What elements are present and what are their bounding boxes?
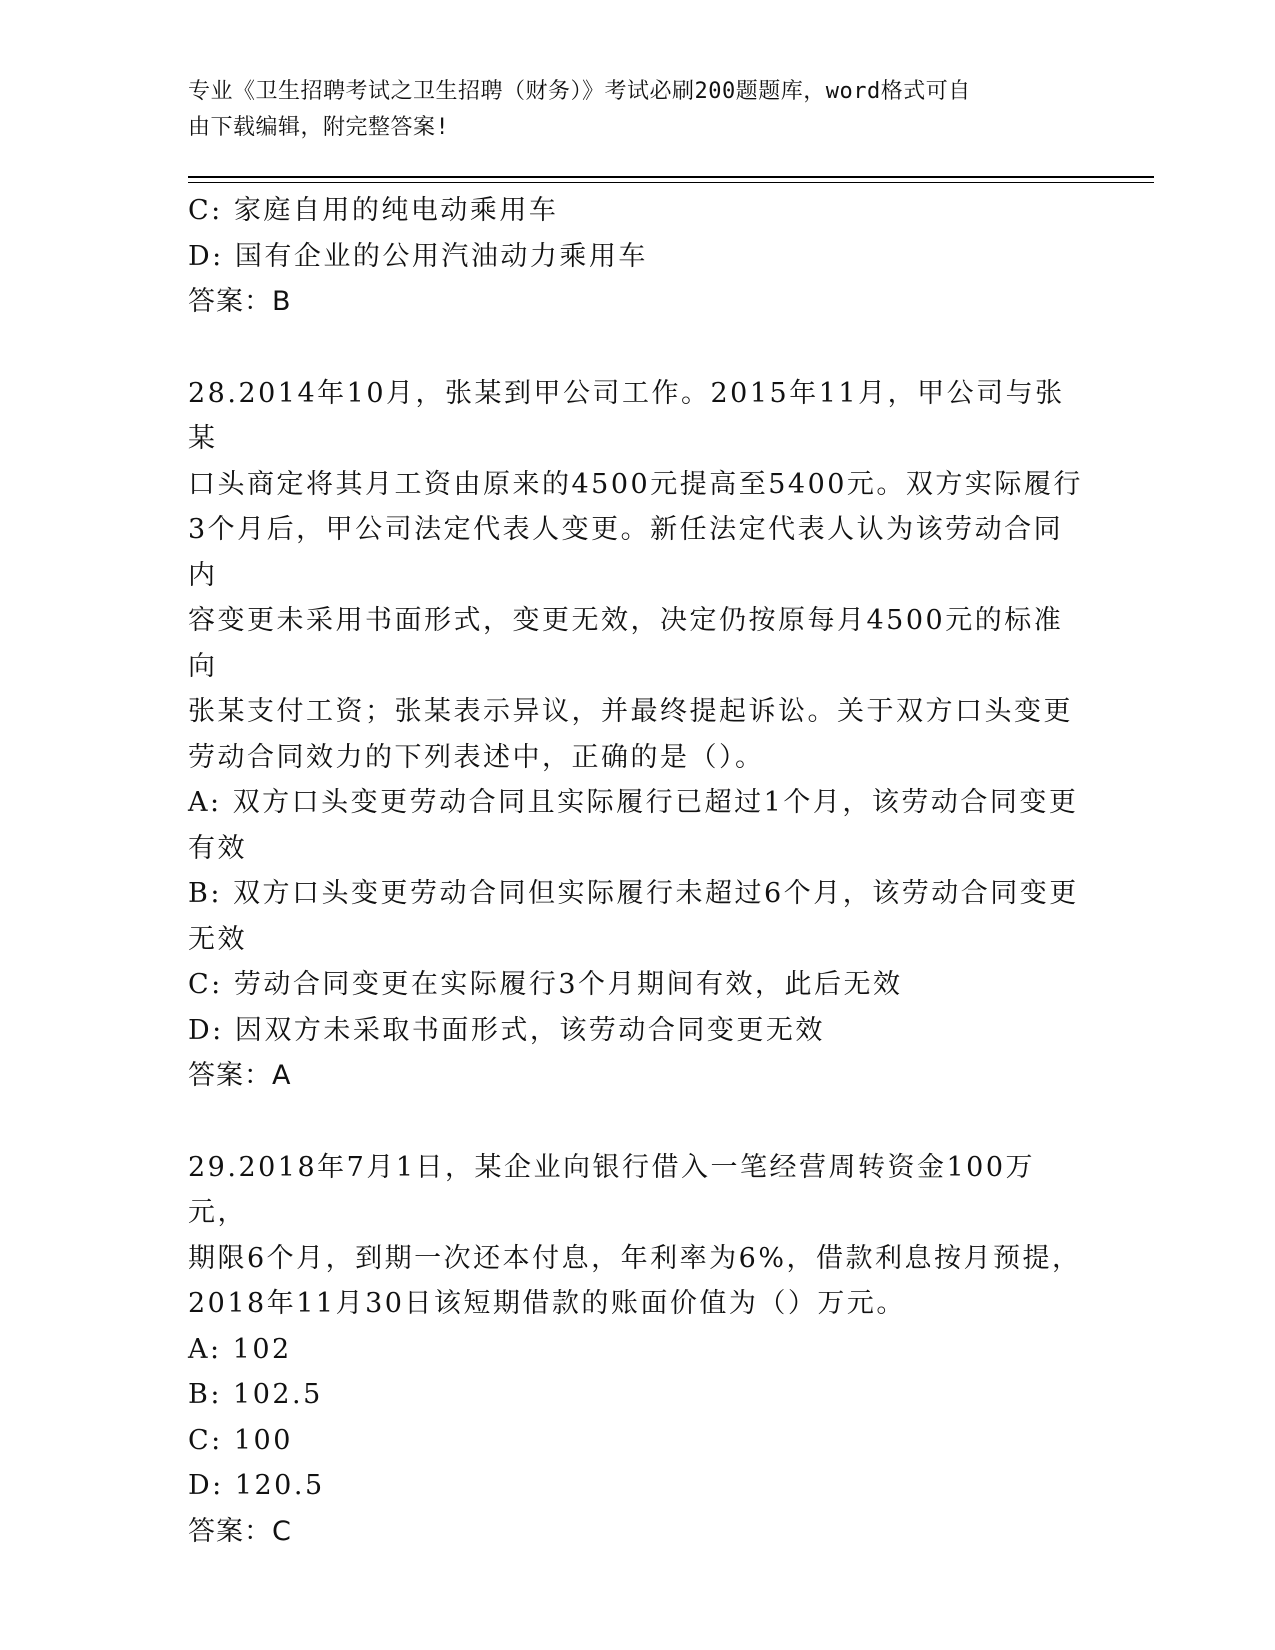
spacer (188, 325, 1088, 371)
question-stem-line: 期限6个月，到期一次还本付息，年利率为6%，借款利息按月预提， (188, 1242, 1082, 1274)
question-stem-line: 28.2014年10月，张某到甲公司工作。2015年11月，甲公司与张某 (188, 377, 1065, 454)
option-a: A: 102 (188, 1333, 292, 1365)
answer-line: 答案：A (188, 1060, 292, 1091)
option-c: C: 劳动合同变更在实际履行3个月期间有效，此后无效 (188, 969, 903, 1000)
header-divider-thin (188, 182, 1154, 183)
option-a-cont: 有效 (188, 832, 247, 864)
question-27-tail (188, 188, 1088, 325)
document-body (188, 188, 1088, 1554)
header-divider (188, 176, 1154, 178)
question-stem-line: 容变更未采用书面形式，变更无效，决定仍按原每月4500元的标准向 (188, 605, 1064, 682)
option-b: B: 双方口头变更劳动合同但实际履行未超过6个月，该劳动合同变更 (188, 878, 1079, 909)
question-stem-line: 29.2018年7月1日，某企业向银行借入一笔经营周转资金100万元， (188, 1151, 1036, 1228)
option-d: D: 国有企业的公用汽油动力乘用车 (188, 240, 648, 272)
question-29 (188, 1145, 1088, 1555)
question-stem-line: 张某支付工资；张某表示异议，并最终提起诉讼。关于双方口头变更 (188, 696, 1073, 727)
question-28 (188, 371, 1088, 1099)
header-line: 专业《卫生招聘考试之卫生招聘（财务）》考试必刷200题题库，word格式可自 (188, 79, 971, 104)
option-c: C: 家庭自用的纯电动乘用车 (188, 195, 559, 226)
answer-line: 答案：B (188, 286, 292, 317)
option-c: C: 100 (188, 1424, 293, 1456)
question-stem-line: 口头商定将其月工资由原来的4500元提高至5400元。双方实际履行 (188, 468, 1083, 500)
question-stem-line: 3个月后，甲公司法定代表人变更。新任法定代表人认为该劳动合同内 (188, 514, 1064, 591)
option-a: A: 双方口头变更劳动合同且实际履行已超过1个月，该劳动合同变更 (188, 787, 1079, 818)
option-d: D: 因双方未采取书面形式，该劳动合同变更无效 (188, 1014, 825, 1046)
header-line: 由下载编辑，附完整答案! (188, 115, 450, 140)
answer-line: 答案：C (188, 1515, 292, 1547)
document-header (188, 74, 1088, 146)
question-stem-line: 2018年11月30日该短期借款的账面价值为（）万元。 (188, 1288, 906, 1319)
question-stem-line: 劳动合同效力的下列表述中，正确的是（）。 (188, 741, 765, 773)
option-d: D: 120.5 (188, 1470, 325, 1501)
option-b: B: 102.5 (188, 1379, 323, 1410)
spacer (188, 1099, 1088, 1145)
option-b-cont: 无效 (188, 923, 247, 955)
